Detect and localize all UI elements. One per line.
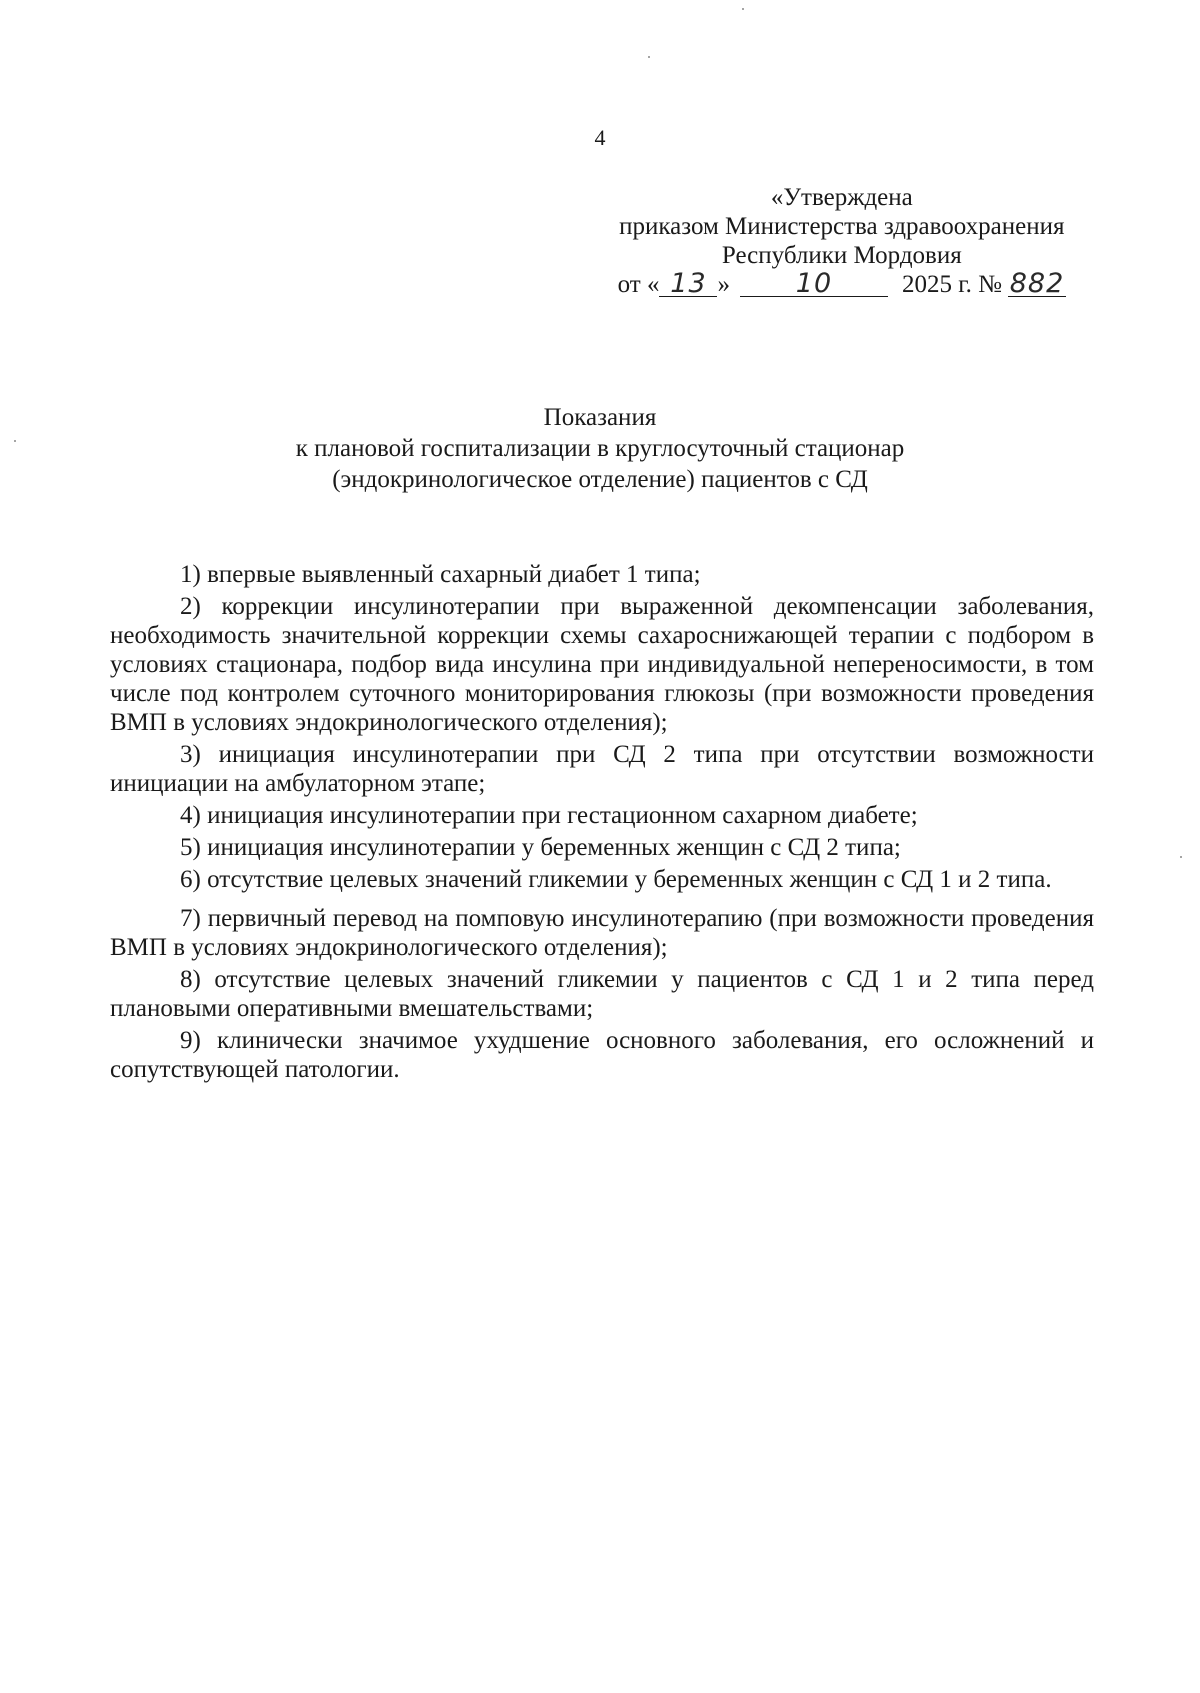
page-number: 4 [594, 125, 606, 150]
approval-date-line [618, 270, 1066, 299]
title-line-1: Показания [543, 404, 657, 431]
list-item: 2) коррекции инсулинотерапии при выраженной декомпенсации заболевания, необходимость значительной коррекции схемы сахароснижающей терапии с подбором в условиях стационара, подбор вида инсулина при индивидуальной непереносимости, в том числе под контролем суточного мониторирования глюкозы (при возможности проведения ВМП в условиях эндокринологического отделения); [110, 593, 1094, 736]
list-item: 5) инициация инсулинотерапии у беременных женщин с СД 2 типа; [180, 834, 901, 861]
list-item: 7) первичный перевод на помповую инсулинотерапию (при возможности проведения ВМП в условиях эндокринологического отделения); [110, 905, 1094, 961]
list-item: 6) отсутствие целевых значений гликемии у беременных женщин с СД 1 и 2 типа. [180, 866, 1052, 893]
list-item: 1) впервые выявленный сахарный диабет 1 типа; [180, 561, 701, 588]
list-item: 8) отсутствие целевых значений гликемии у пациентов с СД 1 и 2 типа перед плановыми оперативными вмешательствами; [110, 966, 1094, 1022]
list-item: 4) инициация инсулинотерапии при гестационном сахарном диабете; [180, 802, 918, 829]
title-line-3: (эндокринологическое отделение) пациентов с СД [332, 466, 868, 493]
handwritten-day: 13 [659, 272, 717, 297]
scan-speck [648, 56, 650, 58]
scan-speck [1180, 856, 1182, 858]
document-title [0, 402, 1200, 495]
approval-stamp-block [618, 183, 1066, 299]
scan-speck [14, 440, 16, 442]
approval-line-2: приказом Министерства здравоохранения [619, 213, 1065, 240]
scan-speck [742, 8, 744, 10]
handwritten-order-number: 882 [1009, 268, 1065, 299]
approval-line-1: «Утверждена [770, 184, 913, 211]
indications-list [110, 560, 1094, 1087]
list-item: 9) клинически значимое ухудшение основного заболевания, его осложнений и сопутствующей патологии. [110, 1027, 1094, 1083]
approval-line-3: Республики Мордовия [721, 242, 962, 269]
title-line-2: к плановой госпитализации в круглосуточный стационар [295, 435, 905, 462]
list-item: 3) инициация инсулинотерапии при СД 2 типа при отсутствии возможности инициации на амбулаторном этапе; [110, 741, 1094, 797]
date-year-text: 2025 г. № [901, 271, 1002, 298]
handwritten-month: 10 [740, 272, 888, 297]
date-quote-close: » [717, 271, 730, 298]
date-prefix: от « [617, 271, 660, 298]
